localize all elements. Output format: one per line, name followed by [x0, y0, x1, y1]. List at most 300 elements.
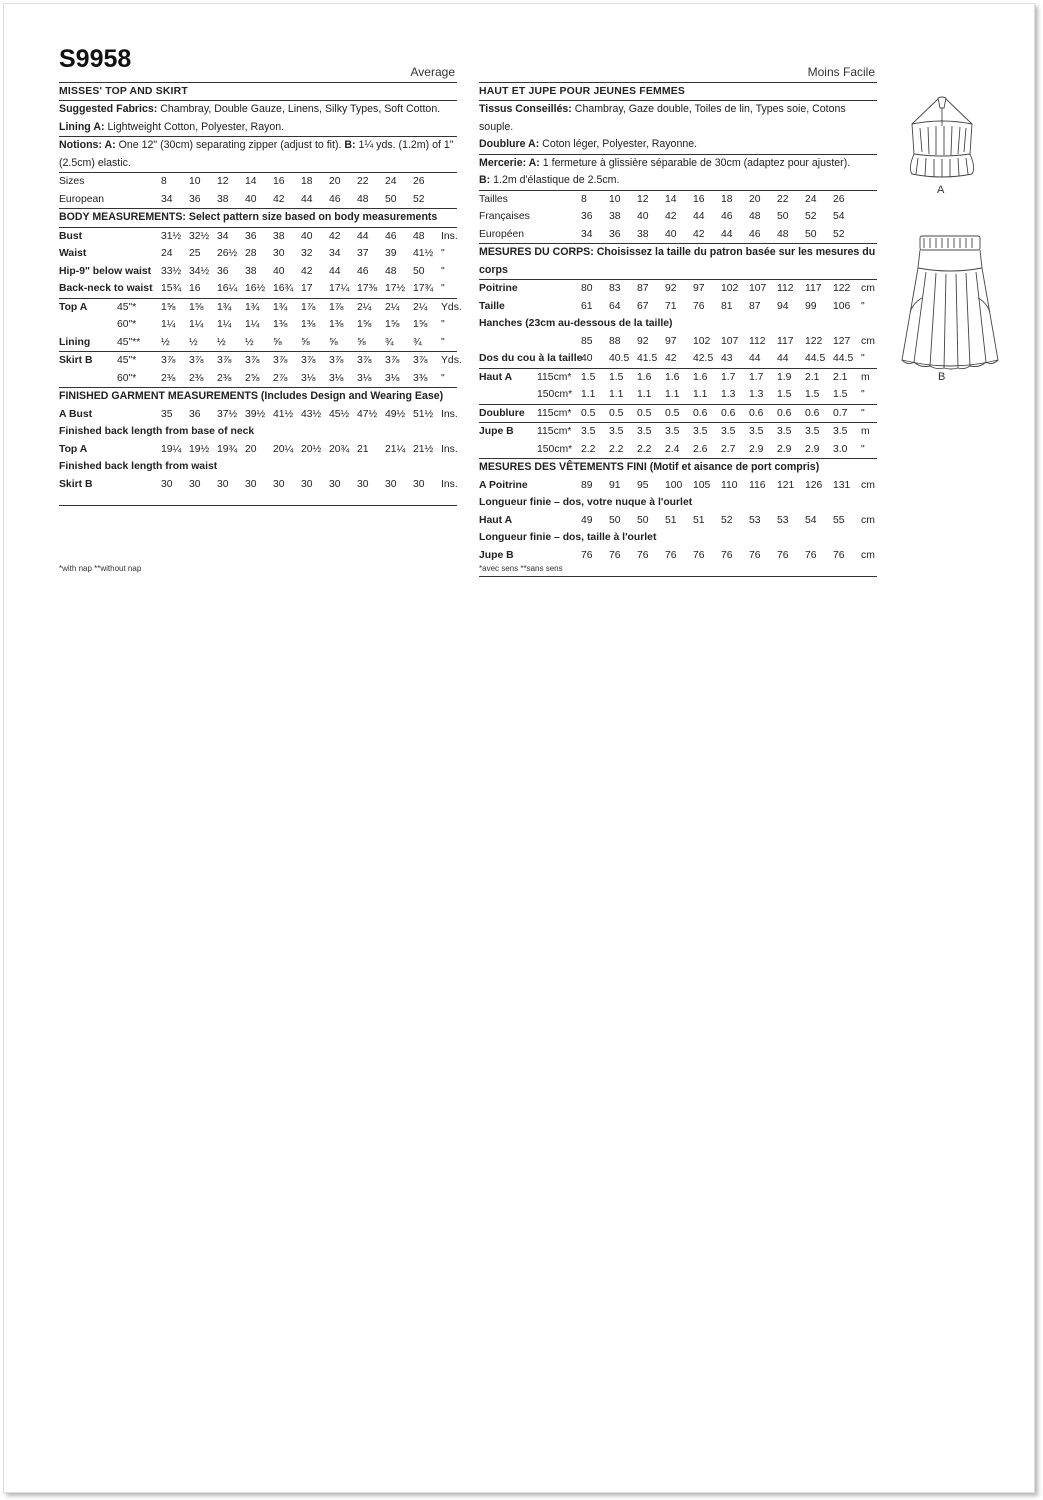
row-value: 1.5 — [805, 389, 820, 400]
size-value: 14 — [245, 176, 257, 187]
row-value: 3.5 — [777, 423, 805, 441]
row-value: 91 — [609, 479, 621, 491]
table-row — [479, 280, 877, 298]
row-value: 34 — [329, 248, 341, 259]
english-header — [59, 45, 457, 83]
lining-label-fr: Doublure A: — [479, 138, 540, 150]
row-value: 2⅞ — [273, 372, 288, 384]
table-row — [479, 333, 877, 351]
row-unit: " — [861, 404, 877, 422]
row-value: 42.5 — [693, 353, 714, 364]
table-row — [479, 350, 877, 368]
size-value: 18 — [721, 193, 733, 205]
row-value: 122 — [833, 283, 851, 294]
row-value: 44 — [329, 265, 341, 277]
row-value: 0.7 — [833, 404, 861, 422]
row-value: 0.6 — [721, 404, 749, 422]
row-value: ¾ — [413, 336, 422, 348]
row-value: 2.9 — [749, 443, 764, 455]
row-unit: " — [861, 389, 865, 400]
row-value: 40.5 — [609, 353, 630, 364]
row-value: 3.5 — [721, 423, 749, 441]
row-sub-label — [117, 406, 161, 424]
size-value: 42 — [273, 193, 285, 205]
row-label: Top A — [59, 443, 88, 455]
row-label — [479, 441, 537, 459]
row-sub-label: 150cm* — [537, 389, 573, 400]
row-value: 37 — [357, 248, 369, 259]
row-value: 39 — [385, 248, 397, 259]
size-row-label: Françaises — [479, 211, 530, 222]
note-row — [59, 423, 457, 441]
size-value: 16 — [273, 176, 285, 187]
row-label: A Poitrine — [479, 479, 528, 491]
row-value: 3.5 — [833, 423, 861, 441]
row-label: Dos du cou à la taille — [479, 353, 583, 364]
row-value: 112 — [749, 335, 766, 347]
row-sub-label: 60"* — [117, 372, 137, 384]
row-value: 30 — [357, 478, 369, 490]
row-value: 107 — [721, 335, 739, 347]
notions-text: One 12" (30cm) separating zipper (adjust to fit). — [115, 139, 345, 151]
row-value: 107 — [749, 283, 767, 294]
table-row — [479, 547, 877, 565]
size-row-label: Européen — [479, 228, 525, 240]
table-row — [479, 477, 877, 495]
row-value: 50 — [637, 514, 649, 526]
pattern-title-fr: HAUT ET JUPE POUR JEUNES FEMMES — [479, 83, 877, 101]
row-value: 3.5 — [749, 423, 777, 441]
row-value: 30 — [329, 478, 341, 490]
row-value: 1.5 — [833, 389, 848, 400]
table-row — [479, 441, 877, 459]
row-value: 20¾ — [329, 443, 350, 455]
row-value: 34 — [217, 230, 229, 242]
size-value: 20 — [329, 176, 341, 187]
row-value: 1.7 — [721, 368, 749, 386]
row-sub-label — [117, 476, 161, 494]
size-value: 52 — [805, 211, 817, 222]
size-value: 16 — [693, 193, 705, 205]
divider-fr — [479, 576, 877, 577]
row-label: A Bust — [59, 408, 93, 420]
row-value: 41½ — [413, 248, 434, 259]
size-value: 24 — [385, 176, 397, 187]
row-value: 3.5 — [609, 423, 637, 441]
size-value: 50 — [805, 228, 817, 240]
row-value: 3⅞ — [385, 352, 413, 370]
row-value: 71 — [665, 300, 677, 312]
size-value: 34 — [161, 193, 173, 205]
row-value: 3.5 — [637, 423, 665, 441]
row-value: 1¾ — [245, 298, 273, 316]
row-value: 26½ — [217, 248, 238, 259]
row-value: 127 — [833, 335, 851, 347]
row-value: 80 — [581, 283, 593, 294]
row-value: 3⅜ — [413, 372, 428, 384]
row-value: 44 — [357, 230, 369, 242]
size-value: 46 — [749, 228, 761, 240]
row-value: 92 — [637, 335, 649, 347]
row-value: 3⅞ — [413, 352, 441, 370]
row-unit: " — [441, 372, 445, 384]
french-column — [479, 56, 877, 577]
row-sub-label: 115cm* — [537, 423, 581, 441]
row-value: 46 — [357, 265, 369, 277]
row-label: Haut A — [479, 368, 537, 386]
row-note: Hanches (23cm au-dessous de la taille) — [479, 318, 673, 329]
row-value: 45½ — [329, 408, 350, 420]
row-sub-label — [537, 547, 581, 565]
size-value: 38 — [217, 193, 229, 205]
row-value: 76 — [693, 549, 705, 561]
row-label: Skirt B — [59, 352, 117, 370]
row-value: 117 — [805, 283, 822, 294]
fabrics-text-fr: Chambray, Gaze double, Toiles de lin, Types soie, Cotons souple. — [479, 103, 846, 133]
row-note: Longueur finie – dos, taille à l'ourlet — [479, 532, 657, 543]
row-value: 2⅜ — [217, 372, 232, 384]
row-value: 1¼ — [217, 319, 232, 330]
finished-measurements-table-fr — [479, 477, 877, 565]
french-header — [479, 56, 877, 83]
size-value: 36 — [189, 193, 201, 205]
row-label — [479, 386, 537, 404]
row-value: 19½ — [189, 443, 210, 455]
row-label: Bust — [59, 230, 83, 242]
size-value: 54 — [833, 211, 845, 222]
row-sub-label: 45"* — [117, 352, 161, 370]
row-sub-label: 150cm* — [537, 443, 573, 455]
size-value: 36 — [609, 228, 621, 240]
row-value: 2.1 — [833, 368, 861, 386]
row-sub-label: 45"* — [117, 298, 161, 316]
row-unit: cm — [861, 283, 875, 294]
row-unit: " — [441, 336, 445, 348]
table-row — [59, 316, 457, 334]
row-label: Poitrine — [479, 283, 518, 294]
row-value: 55 — [833, 514, 845, 526]
row-value: ⅝ — [329, 336, 338, 348]
table-row — [479, 512, 877, 530]
size-row-label: Sizes — [59, 176, 85, 187]
row-value: 1⅝ — [357, 319, 372, 330]
size-value: 48 — [357, 193, 369, 205]
row-value: 49½ — [385, 408, 406, 420]
row-value: 1.1 — [665, 389, 680, 400]
row-value: 0.6 — [693, 404, 721, 422]
size-value: 52 — [833, 228, 845, 240]
row-value: 99 — [805, 300, 817, 312]
row-unit: Yds. — [441, 352, 457, 370]
row-value: 102 — [721, 283, 739, 294]
row-value: 116 — [749, 479, 766, 491]
size-value: 26 — [413, 176, 425, 187]
row-value: 48 — [413, 230, 425, 242]
size-row — [479, 226, 877, 244]
table-row — [59, 228, 457, 246]
row-sub-label — [117, 228, 161, 246]
row-value: 1.5 — [609, 368, 637, 386]
row-value: 19¾ — [217, 443, 238, 455]
row-value: 2.4 — [665, 443, 680, 455]
size-value: 40 — [245, 193, 257, 205]
row-value: 53 — [749, 514, 761, 526]
row-sub-label — [117, 441, 161, 459]
row-unit: " — [861, 443, 865, 455]
row-value: 37½ — [217, 408, 238, 420]
row-value: 43 — [721, 353, 733, 364]
row-value: 3.5 — [805, 423, 833, 441]
spacer — [441, 191, 457, 209]
row-value: 48 — [385, 265, 397, 277]
row-value: 3⅛ — [357, 372, 372, 384]
row-sub-label: 60"* — [117, 319, 137, 330]
note-row — [479, 494, 877, 512]
row-value: 0.5 — [665, 404, 693, 422]
row-value: 30 — [385, 478, 397, 490]
row-value: 24 — [161, 248, 173, 259]
finished-measurements-heading: FINISHED GARMENT MEASUREMENTS (Includes Design and Wearing Ease) — [59, 387, 457, 406]
table-row — [59, 370, 457, 388]
row-value: 3.5 — [581, 423, 609, 441]
notions-paragraph — [59, 137, 457, 173]
size-value: 26 — [833, 193, 845, 205]
row-value: 131 — [833, 479, 851, 491]
row-value: 20¼ — [273, 443, 294, 455]
size-value: 8 — [161, 176, 167, 187]
row-value: 85 — [581, 335, 593, 347]
row-value: ⅝ — [357, 336, 366, 348]
sketch-b-label: B — [938, 371, 946, 383]
row-value: 83 — [609, 283, 621, 294]
row-label: Haut A — [479, 514, 513, 526]
row-value: 38 — [273, 230, 285, 242]
row-value: 1¼ — [189, 319, 204, 330]
row-value: 32½ — [189, 230, 210, 242]
size-row-label: Tailles — [479, 193, 508, 205]
sketch-a-label: A — [937, 184, 945, 196]
row-value: 41.5 — [637, 353, 658, 364]
row-value: ½ — [245, 336, 254, 348]
notions-b-label: B: — [344, 139, 356, 151]
row-value: 1⅞ — [301, 298, 329, 316]
row-label: Top A — [59, 298, 117, 316]
row-value: 31½ — [161, 230, 182, 242]
row-value: 95 — [637, 479, 649, 491]
row-value: 35 — [161, 408, 173, 420]
row-value: 0.5 — [581, 404, 609, 422]
row-unit: cm — [861, 514, 875, 526]
row-value: 1.5 — [581, 368, 609, 386]
row-value: 2.6 — [693, 443, 708, 455]
row-value: ⅝ — [273, 336, 282, 348]
row-value: 2.2 — [609, 443, 624, 455]
row-value: 2¼ — [357, 298, 385, 316]
row-value: 0.6 — [749, 404, 777, 422]
row-value: 122 — [805, 335, 823, 347]
row-value: 1.1 — [581, 389, 596, 400]
finished-measurements-table — [59, 406, 457, 494]
row-value: 1⅝ — [385, 319, 400, 330]
row-value: 1⅜ — [301, 319, 316, 330]
size-value: 22 — [357, 176, 369, 187]
row-sub-label: 115cm* — [537, 368, 581, 386]
size-row — [59, 173, 457, 191]
row-note: Finished back length from base of neck — [59, 426, 255, 437]
row-value: 0.5 — [637, 404, 665, 422]
row-value: 21¼ — [385, 443, 406, 455]
row-value: ½ — [217, 336, 226, 348]
row-value: 1.6 — [693, 368, 721, 386]
table-row — [479, 423, 877, 441]
size-value: 44 — [721, 228, 733, 240]
row-value: 40 — [301, 230, 313, 242]
row-label: Jupe B — [479, 549, 514, 561]
row-value: 2.9 — [805, 443, 820, 455]
row-note: Longueur finie – dos, votre nuque à l'ourlet — [479, 497, 693, 508]
row-value: 50 — [609, 514, 621, 526]
row-unit: Ins. — [441, 443, 458, 455]
table-row — [59, 245, 457, 263]
row-value: 81 — [721, 300, 733, 312]
row-unit: cm — [861, 335, 875, 347]
size-value: 14 — [665, 193, 677, 205]
row-value: 36 — [217, 265, 229, 277]
row-value: 1⅝ — [189, 298, 217, 316]
table-row — [479, 368, 877, 386]
row-value: 51 — [693, 514, 705, 526]
row-value: 3.5 — [665, 423, 693, 441]
size-value: 48 — [749, 211, 761, 222]
row-value: 16½ — [245, 283, 266, 294]
row-value: 54 — [805, 514, 817, 526]
yardage-table — [59, 298, 462, 352]
gathered-skirt-sketch-icon — [900, 232, 1000, 372]
row-value: 47½ — [357, 408, 378, 420]
row-value: 2.7 — [721, 443, 736, 455]
table-row — [479, 386, 877, 404]
row-value: 1.7 — [749, 368, 777, 386]
fabrics-paragraph — [59, 101, 457, 137]
row-value: 30 — [217, 478, 229, 490]
row-value: 3⅛ — [301, 372, 316, 384]
row-value: 76 — [609, 549, 621, 561]
row-value: 94 — [777, 300, 789, 312]
spacer — [861, 226, 877, 244]
row-value: 2⅜ — [161, 372, 176, 384]
row-unit: Yds. — [441, 298, 457, 316]
size-value: 38 — [637, 228, 649, 240]
size-row — [479, 191, 877, 209]
row-value: 1.6 — [665, 368, 693, 386]
row-value: 1.6 — [637, 368, 665, 386]
row-value: 2¼ — [413, 298, 441, 316]
size-value: 44 — [301, 193, 313, 205]
size-value: 42 — [665, 211, 677, 222]
table-row — [59, 263, 457, 281]
divider — [59, 505, 457, 506]
row-value: 53 — [777, 514, 789, 526]
row-value: 3.5 — [693, 423, 721, 441]
row-value: 88 — [609, 335, 621, 347]
yardage-table — [479, 404, 877, 423]
row-value: 3⅞ — [161, 352, 189, 370]
row-value: 105 — [693, 479, 711, 491]
size-value: 52 — [413, 193, 425, 205]
row-value: 30 — [301, 478, 313, 490]
size-value: 18 — [301, 176, 313, 187]
row-value: 76 — [805, 549, 817, 561]
size-value: 46 — [721, 211, 733, 222]
body-measurements-table — [59, 228, 457, 298]
yardage-section — [59, 298, 462, 388]
row-value: 3⅞ — [217, 352, 245, 370]
size-row-label: European — [59, 193, 105, 205]
row-value: 112 — [777, 283, 794, 294]
row-value: 1⅜ — [273, 319, 288, 330]
row-value: 36 — [245, 230, 257, 242]
row-value: 1⅞ — [329, 298, 357, 316]
row-unit: " — [441, 283, 445, 294]
row-value: 28 — [245, 248, 257, 259]
fabrics-label-fr: Tissus Conseillés: — [479, 103, 572, 115]
row-value: 40 — [581, 353, 593, 364]
row-value: 1.3 — [749, 389, 764, 400]
row-value: 126 — [805, 479, 823, 491]
row-value: 49 — [581, 514, 593, 526]
note-row — [479, 529, 877, 547]
size-value: 50 — [777, 211, 789, 222]
row-value: 102 — [693, 335, 711, 347]
notions-b-text: 1¼ yds. (1.2m) of 1" (2.5cm) elastic. — [59, 139, 454, 169]
row-value: 51 — [665, 514, 677, 526]
row-value: 76 — [721, 549, 733, 561]
row-value: 30 — [189, 478, 201, 490]
row-value: 50 — [413, 265, 425, 277]
note-row — [479, 315, 877, 333]
row-unit: " — [861, 353, 865, 364]
row-value: 42 — [665, 353, 677, 364]
notions-b-text-fr: 1.2m d'élastique de 2.5cm. — [490, 174, 620, 186]
row-value: 76 — [665, 549, 677, 561]
row-value: 44.5 — [833, 353, 854, 364]
row-value: 16¼ — [217, 283, 238, 294]
size-value: 20 — [749, 193, 761, 205]
row-value: 3.0 — [833, 443, 848, 455]
row-value: 1.9 — [777, 368, 805, 386]
row-value: 30 — [245, 478, 257, 490]
row-value: 30 — [273, 248, 285, 259]
table-row — [59, 298, 457, 316]
row-value: 20½ — [301, 443, 322, 455]
row-label: Jupe B — [479, 423, 537, 441]
yardage-table — [59, 351, 462, 387]
row-value: 3⅛ — [329, 372, 344, 384]
size-value: 42 — [693, 228, 705, 240]
row-value: 1.1 — [609, 389, 624, 400]
size-value: 24 — [805, 193, 817, 205]
size-value: 48 — [777, 228, 789, 240]
row-value: 67 — [637, 300, 649, 312]
pattern-title: MISSES' TOP AND SKIRT — [59, 83, 457, 101]
row-sub-label — [537, 280, 581, 298]
size-value: 38 — [609, 211, 621, 222]
table-row — [59, 352, 457, 370]
row-value: ½ — [161, 336, 170, 348]
row-label: Lining — [59, 336, 91, 348]
size-row — [479, 208, 877, 226]
size-value: 12 — [637, 193, 649, 205]
